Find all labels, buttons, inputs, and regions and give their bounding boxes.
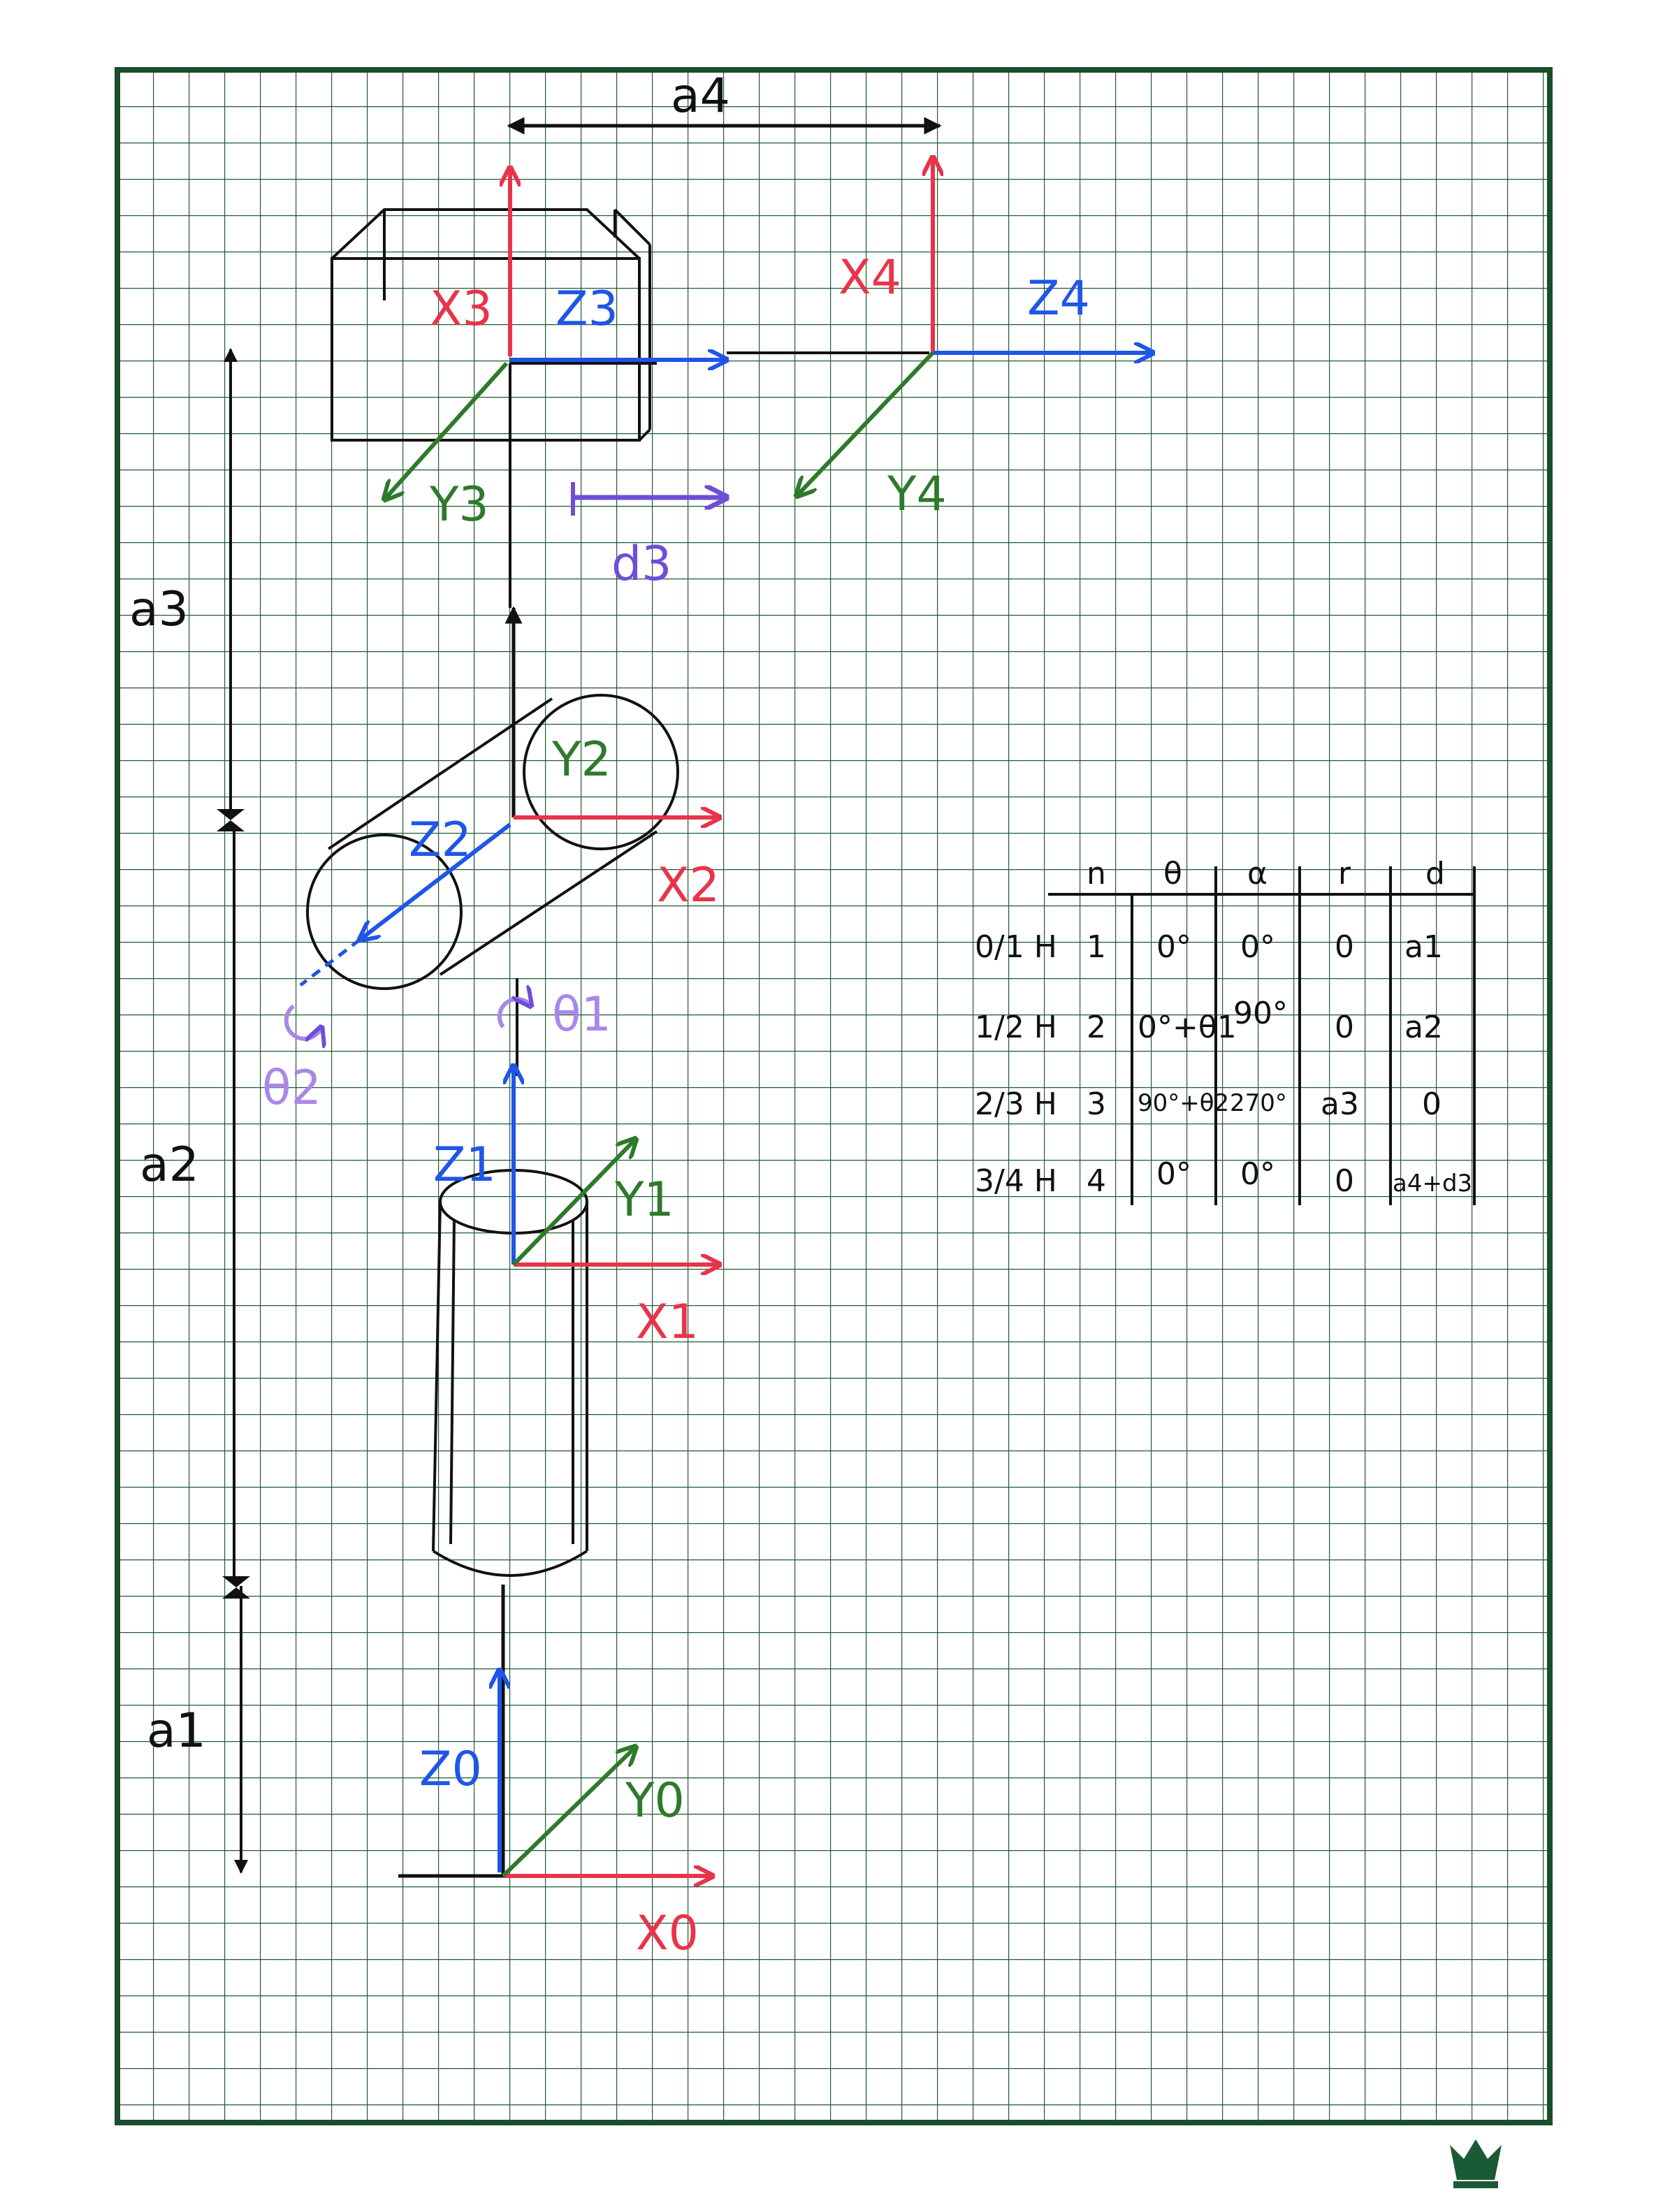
y0-label: Y0: [625, 1773, 685, 1828]
x3-label: X3: [430, 282, 493, 337]
y1-label: Y1: [615, 1172, 674, 1228]
dh-header-alpha: α: [1247, 856, 1268, 892]
dh-row-r: 0: [1335, 1163, 1354, 1199]
dh-header-theta: θ: [1163, 856, 1182, 892]
dh-row-theta: 0°: [1156, 929, 1191, 965]
x2-label: X2: [657, 858, 720, 913]
a1-label: a1: [147, 1703, 206, 1759]
z3-label: Z3: [555, 282, 618, 337]
dh-row-frame: 0/1 H: [975, 929, 1057, 965]
dh-row-d: a2: [1404, 1010, 1443, 1045]
theta2-label: θ2: [262, 1061, 321, 1116]
a3-label: a3: [129, 582, 189, 637]
z1-label: Z1: [433, 1137, 496, 1193]
dh-row-theta: 0°: [1156, 1156, 1191, 1192]
dh-row-alpha: 90°: [1233, 996, 1288, 1031]
x0-label: X0: [636, 1906, 699, 1961]
dh-row-alpha: 0°: [1240, 1156, 1275, 1192]
dh-row-r: 0: [1335, 1010, 1354, 1045]
dh-row-n: 2: [1087, 1010, 1106, 1045]
theta1-label: θ1: [552, 987, 611, 1042]
dh-row-d: a4+d3: [1393, 1170, 1473, 1198]
a4-label: a4: [671, 68, 730, 124]
y2-label: Y2: [552, 732, 611, 787]
z4-label: Z4: [1027, 271, 1090, 326]
dh-row-frame: 1/2 H: [975, 1010, 1057, 1045]
dh-row-alpha: 0°: [1240, 929, 1275, 965]
y4-label: Y4: [887, 467, 947, 522]
x1-label: X1: [636, 1295, 699, 1350]
x4-label: X4: [838, 250, 901, 305]
dh-header-d: d: [1425, 856, 1445, 892]
dh-row-theta: 90°+θ2: [1138, 1089, 1230, 1117]
dh-row-n: 3: [1087, 1086, 1106, 1122]
y3-label: Y3: [430, 477, 489, 532]
d3-label: d3: [611, 537, 672, 592]
dh-row-n: 4: [1087, 1163, 1106, 1199]
z0-label: Z0: [419, 1742, 482, 1797]
dh-row-r: 0: [1335, 929, 1354, 965]
z2-label: Z2: [409, 813, 472, 868]
dh-row-theta: 0°+θ1: [1138, 1010, 1237, 1045]
dh-row-frame: 3/4 H: [975, 1163, 1057, 1199]
dh-row-d: a1: [1404, 929, 1443, 965]
dh-header-n: n: [1087, 856, 1106, 892]
dh-row-d: 0: [1422, 1086, 1441, 1122]
a2-label: a2: [140, 1137, 199, 1193]
dh-row-r: a3: [1321, 1086, 1359, 1122]
dh-row-alpha: 270°: [1230, 1089, 1287, 1117]
dh-row-frame: 2/3 H: [975, 1086, 1057, 1122]
dh-header-r: r: [1338, 856, 1351, 892]
dh-row-n: 1: [1087, 929, 1106, 965]
